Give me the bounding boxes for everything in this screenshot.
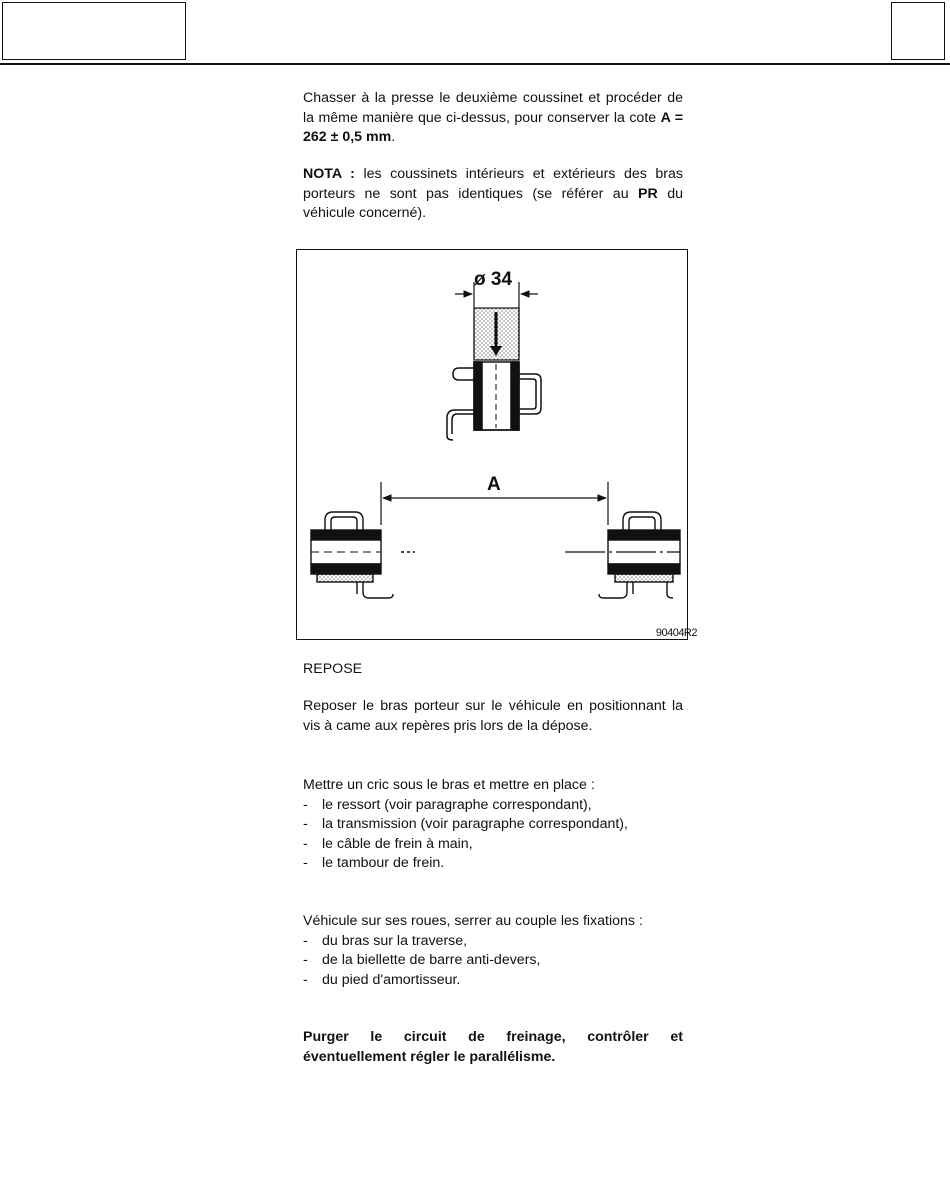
list-item: - la transmission (voir paragraphe correspondant), bbox=[303, 815, 683, 835]
nota-ref: PR bbox=[638, 185, 658, 202]
intro-paragraph bbox=[303, 89, 683, 148]
nota-text: les coussinets intérieurs et extérieurs des bras porteurs ne sont pas identiques (se référer au bbox=[303, 166, 683, 202]
nota-label: NOTA : bbox=[303, 166, 355, 182]
list-item: - de la biellette de barre anti-devers, bbox=[303, 951, 683, 971]
list-item: - le ressort (voir paragraphe correspondant), bbox=[303, 796, 683, 816]
list-item: - le tambour de frein. bbox=[303, 854, 683, 874]
section-title-repose: REPOSE bbox=[303, 661, 363, 677]
repose-paragraph-3 bbox=[303, 912, 683, 990]
list-item: - du pied d'amortisseur. bbox=[303, 971, 683, 991]
nota-end: du véhicule concerné). bbox=[303, 185, 683, 221]
list-item: - le câble de frein à main, bbox=[303, 835, 683, 855]
repose-paragraph-1: Reposer le bras porteur sur le véhicule en positionnant la vis à came aux repères pris lors de la dépose. bbox=[303, 698, 683, 734]
intro-end: . bbox=[391, 129, 396, 145]
para3-intro: Véhicule sur ses roues, serrer au couple les fixations : bbox=[303, 913, 643, 929]
para2-intro: Mettre un cric sous le bras et mettre en place : bbox=[303, 777, 595, 793]
distance-label: A bbox=[487, 474, 501, 495]
dimension-value: A = 262 ± 0,5 mm bbox=[303, 109, 684, 145]
figure-reference: 90404R2 bbox=[655, 627, 697, 639]
header-right-box bbox=[891, 2, 945, 60]
para3-list bbox=[303, 932, 683, 991]
left-bushing bbox=[311, 512, 415, 598]
para2-list bbox=[303, 796, 683, 874]
repose-paragraph-2 bbox=[303, 776, 683, 874]
right-bushing bbox=[565, 512, 680, 598]
nota-paragraph bbox=[303, 165, 683, 224]
header-left-box bbox=[2, 2, 186, 60]
header-rule bbox=[0, 63, 950, 65]
repose-paragraph-4: Purger le circuit de freinage, contrôler et éventuellement régler le parallélisme. bbox=[303, 1029, 683, 1065]
list-item: - du bras sur la traverse, bbox=[303, 932, 683, 952]
diameter-label: ø 34 bbox=[474, 269, 513, 290]
intro-text: Chasser à la presse le deuxième coussinet et procéder de la même manière que ci-dessus, pour conserver la cote bbox=[303, 90, 683, 126]
top-bushing bbox=[447, 362, 541, 440]
bushing-press-diagram bbox=[296, 249, 697, 640]
diagram-drawing bbox=[297, 250, 687, 639]
